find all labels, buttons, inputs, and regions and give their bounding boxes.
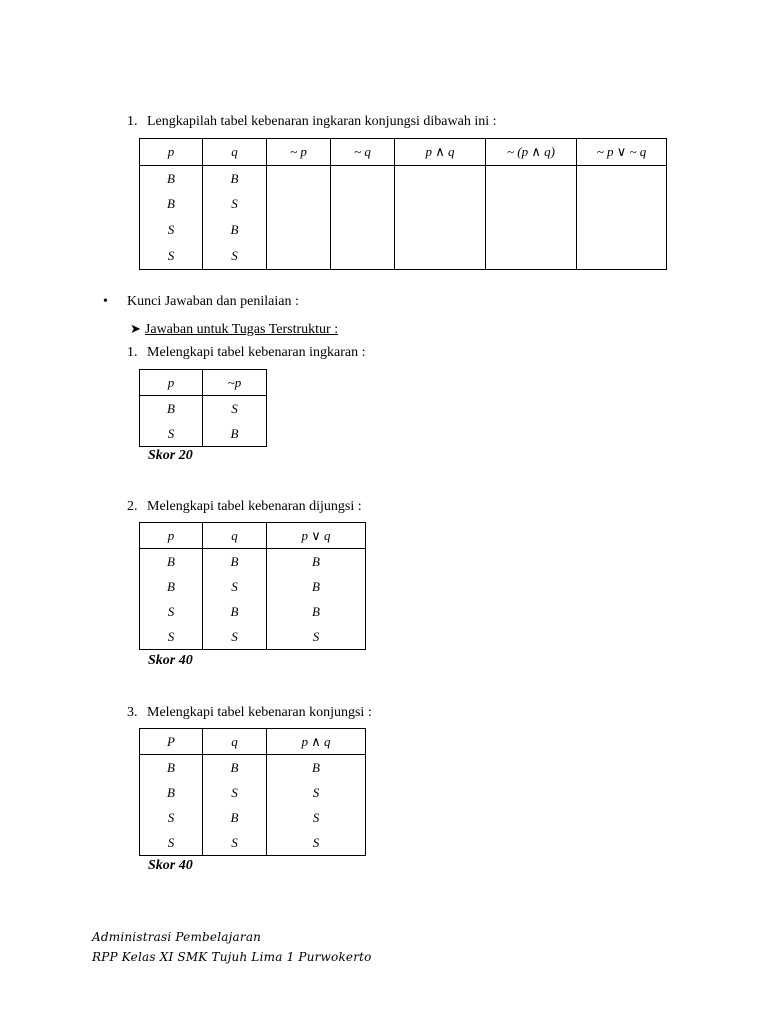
footer-line-1: Administrasi Pembelajaran	[92, 930, 262, 944]
answer-1-number: 1.	[127, 345, 138, 360]
table-cell: S	[140, 217, 203, 243]
table-cell: S	[140, 599, 203, 624]
table-answer-3	[139, 728, 366, 856]
table-cell: B	[140, 574, 203, 599]
table-cell	[486, 165, 577, 191]
table-row	[140, 396, 267, 422]
table-cell: S	[140, 624, 203, 650]
table-cell: B	[203, 549, 267, 575]
footer-line-2: RPP Kelas XI SMK Tujuh Lima 1 Purwokerto	[92, 950, 372, 964]
table-cell: S	[203, 780, 267, 805]
answer-3-text: Melengkapi tabel kebenaran konjungsi :	[147, 705, 372, 720]
question-1-number: 1.	[127, 114, 138, 129]
table-cell	[267, 191, 331, 217]
table-cell: B	[267, 574, 366, 599]
table-cell: B	[203, 599, 267, 624]
table-cell	[395, 217, 486, 243]
table-row	[140, 574, 366, 599]
answer-3	[127, 704, 372, 722]
table-cell: B	[203, 421, 267, 447]
table-row	[140, 755, 366, 781]
table-cell	[395, 165, 486, 191]
table-cell: B	[267, 549, 366, 575]
table-row	[140, 421, 267, 447]
table-header-row	[140, 370, 267, 396]
header-q: q	[203, 729, 267, 755]
header-q: q	[203, 139, 267, 166]
header-p: p	[140, 523, 203, 549]
table-cell: B	[267, 599, 366, 624]
header-not-p: ~p	[203, 370, 267, 396]
table-cell	[486, 191, 577, 217]
table-cell: B	[140, 165, 203, 191]
answer-key-heading	[103, 293, 299, 311]
answer-key-title: Kunci Jawaban dan penilaian :	[127, 294, 299, 309]
table-cell: B	[140, 755, 203, 781]
table-cell: B	[140, 780, 203, 805]
header-p-and-q: p ∧ q	[395, 139, 486, 166]
table-cell: S	[267, 805, 366, 830]
table-row	[140, 599, 366, 624]
table-header-row	[140, 139, 667, 166]
answer-1-text: Melengkapi tabel kebenaran ingkaran :	[147, 345, 366, 360]
table-cell	[486, 242, 577, 270]
table-answer-1	[139, 369, 267, 447]
header-p: P	[140, 729, 203, 755]
table-cell: S	[140, 830, 203, 856]
table-cell	[486, 217, 577, 243]
table-row	[140, 805, 366, 830]
answer-2-text: Melengkapi tabel kebenaran dijungsi :	[147, 499, 362, 514]
answer-3-number: 3.	[127, 705, 138, 720]
table-header-row	[140, 523, 366, 549]
table-row	[140, 165, 667, 191]
arrow-bullet-icon: ➤	[130, 321, 141, 336]
header-not-q: ~ q	[331, 139, 395, 166]
table-cell: B	[203, 217, 267, 243]
page-footer	[92, 927, 372, 967]
table-answer-2	[139, 522, 366, 650]
answer-key-subtitle: Jawaban untuk Tugas Terstruktur :	[144, 322, 339, 337]
score-answer-1: Skor 20	[148, 448, 193, 463]
question-1	[127, 113, 497, 131]
table-cell	[395, 191, 486, 217]
question-1-text: Lengkapilah tabel kebenaran ingkaran konjungsi dibawah ini :	[147, 114, 497, 129]
table-cell	[395, 242, 486, 270]
table-cell	[577, 165, 667, 191]
table-cell	[267, 242, 331, 270]
table-cell: S	[267, 624, 366, 650]
table-row	[140, 549, 366, 575]
table-cell: B	[140, 549, 203, 575]
table-cell	[331, 242, 395, 270]
table-cell	[267, 165, 331, 191]
header-p: p	[140, 139, 203, 166]
table-row	[140, 191, 667, 217]
table-row	[140, 780, 366, 805]
table-cell	[331, 191, 395, 217]
header-q: q	[203, 523, 267, 549]
table-cell: S	[140, 421, 203, 447]
table-cell: S	[203, 624, 267, 650]
table-cell: B	[140, 191, 203, 217]
table-cell: S	[203, 396, 267, 422]
table-cell	[577, 242, 667, 270]
table-cell: B	[203, 165, 267, 191]
table-cell: B	[203, 755, 267, 781]
header-p: p	[140, 370, 203, 396]
table-row	[140, 242, 667, 270]
table-cell	[331, 165, 395, 191]
table-row	[140, 217, 667, 243]
answer-key-subtitle-line	[130, 320, 338, 339]
table-cell: S	[267, 830, 366, 856]
table-cell: S	[203, 574, 267, 599]
header-not-p-or-not-q: ~ p ∨ ~ q	[577, 139, 667, 166]
table-cell: B	[267, 755, 366, 781]
answer-2-number: 2.	[127, 499, 138, 514]
table-row	[140, 830, 366, 856]
table-cell: S	[267, 780, 366, 805]
table-question-1	[139, 138, 667, 270]
header-not-p-and-q: ~ (p ∧ q)	[486, 139, 577, 166]
table-cell	[577, 217, 667, 243]
header-p-or-q: p ∨ q	[267, 523, 366, 549]
score-answer-2: Skor 40	[148, 653, 193, 668]
answer-1	[127, 344, 365, 362]
header-p-and-q: p ∧ q	[267, 729, 366, 755]
table-cell: S	[140, 242, 203, 270]
header-not-p: ~ p	[267, 139, 331, 166]
table-cell: B	[140, 396, 203, 422]
answer-2	[127, 498, 362, 516]
table-row	[140, 624, 366, 650]
table-cell: S	[203, 242, 267, 270]
table-cell: B	[203, 805, 267, 830]
table-header-row	[140, 729, 366, 755]
table-cell	[577, 191, 667, 217]
table-cell	[331, 217, 395, 243]
table-cell: S	[140, 805, 203, 830]
table-cell: S	[203, 830, 267, 856]
score-answer-3: Skor 40	[148, 858, 193, 873]
table-cell: S	[203, 191, 267, 217]
table-cell	[267, 217, 331, 243]
bullet-icon: •	[103, 294, 108, 309]
